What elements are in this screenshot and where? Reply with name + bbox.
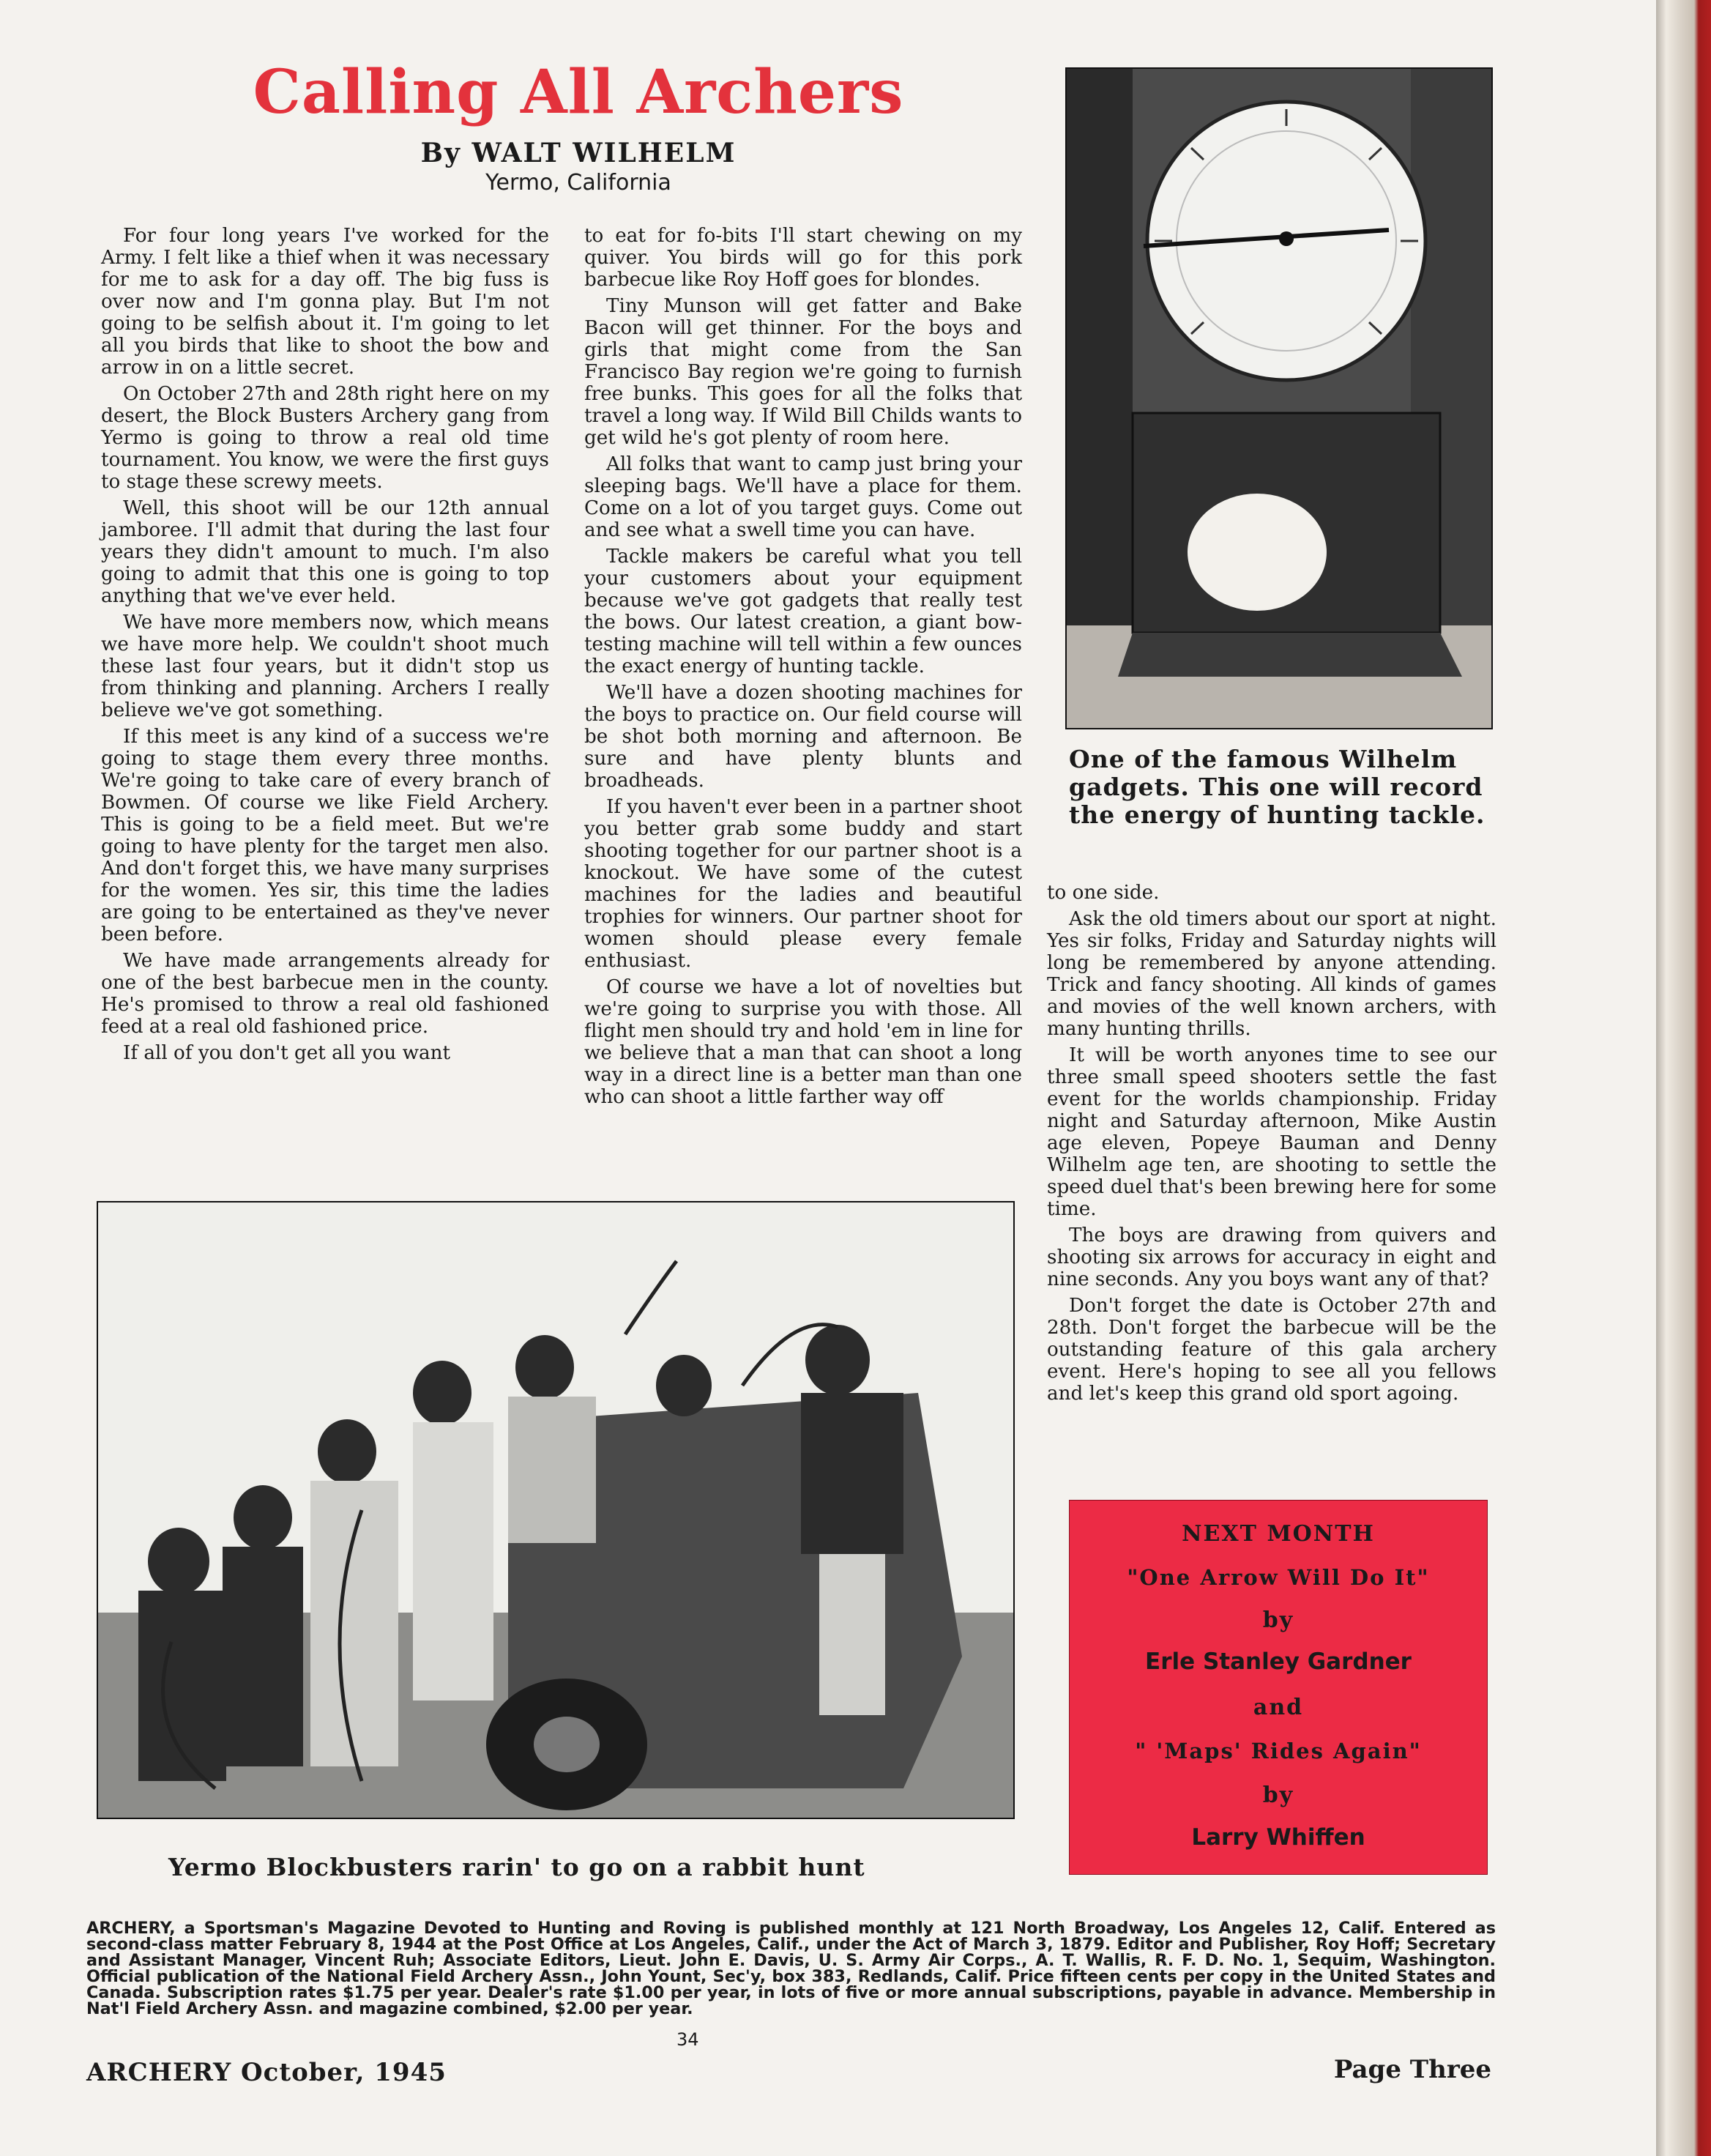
next-month-by-2: by (1262, 1783, 1294, 1808)
paragraph: If all of you don't get all you want (123, 1042, 450, 1064)
bow-testing-machine-photo (1065, 67, 1493, 729)
next-month-heading: NEXT MONTH (1182, 1521, 1375, 1547)
paragraph: On October 27th and 28th right here on my desert, the Block Busters Archery gang from Yermo is going to throw a real old time tournament. You know, we were the first guys to stage these screwy meets. (101, 383, 549, 493)
next-month-author-1: Erle Stanley Gardner (1145, 1648, 1412, 1675)
paragraph: Tackle makers be careful what you tell your customers about your equipment because we've got gadgets that really test the bows. Our latest creation, a giant bow-testing machine will tell within a few ounces the exact energy of hunting tackle. (584, 546, 1022, 677)
article-byline: By WALT WILHELM (420, 138, 737, 168)
next-month-author-2: Larry Whiffen (1191, 1824, 1365, 1851)
rabbit-hunt-group-photo (97, 1201, 1015, 1819)
paragraph: We have made arrangements already for one of the best barbecue men in the county. He's promised to throw a real old fashioned feed at a real old fashioned price. (101, 950, 549, 1038)
paragraph: Ask the old timers about our sport at night. Yes sir folks, Friday and Saturday nights will long be remembered by anyone attending. Trick and fancy shooting. All kinds of games and movies of the well known archers, with many hunting thrills. (1047, 908, 1496, 1040)
gadget-photo-caption: One of the famous Wilhelm gadgets. This one will record the energy of hunting tackle. (1069, 745, 1486, 829)
paragraph: Well, this shoot will be our 12th annual jamboree. I'll admit that during the last four years they didn't amount to much. I'm also going to admit that this one is going to top anything that we've ever held. (101, 497, 549, 607)
issue-footer: ARCHERY October, 1945 (86, 2058, 447, 2087)
text-column-2 (584, 225, 1022, 1112)
group-photo-caption: Yermo Blockbusters rarin' to go on a rabbit hunt (168, 1853, 865, 1881)
next-month-box (1069, 1500, 1488, 1875)
next-month-by-1: by (1262, 1607, 1294, 1633)
next-month-story-1: "One Arrow Will Do It" (1127, 1565, 1430, 1590)
paragraph: We have more members now, which means we have more help. We couldn't shoot much these last four years, but it didn't stop us from thinking and planning. Archers I really believe we've got something. (101, 612, 549, 721)
paragraph: We'll have a dozen shooting machines for the boys to practice on. Our field course will be shot both morning and afternoon. Be sure and have plenty blunts and broadheads. (584, 682, 1022, 792)
paragraph: All folks that want to camp just bring your sleeping bags. We'll have a place for them. Come on a lot of you target guys. Come out and see what a swell time you can have. (584, 453, 1022, 541)
next-month-story-2: " 'Maps' Rides Again" (1135, 1739, 1422, 1763)
paragraph: Of course we have a lot of novelties but we're going to surprise you with those. All flight men should try and hold 'em in line for we believe that a man that can shoot a long way in a direct line is a better man than one who can shoot a little farther way off (584, 976, 1022, 1108)
paragraph: The boys are drawing from quivers and shooting six arrows for accuracy in eight and nine seconds. Any you boys want any of that? (1047, 1224, 1496, 1290)
next-month-and: and (1253, 1695, 1304, 1720)
text-column-3 (1047, 882, 1496, 1409)
paragraph: For four long years I've worked for the Army. I felt like a thief when it was necessary for me to ask for a day off. The big fuss is over now and I'm gonna play. But I'm not going to be selfish about it. I'm going to let all you birds that like to shoot the bow and arrow in on a little secret. (101, 225, 549, 379)
article-title: Calling All Archers (253, 57, 904, 127)
paragraph: Tiny Munson will get fatter and Bake Bacon will get thinner. For the boys and girls that might come from the San Francisco Bay region we're going to furnish free bunks. This goes for all the folks that travel a long way. If Wild Bill Childs wants to get wild he's got plenty of room here. (584, 295, 1022, 449)
page-number: Page Three (1333, 2055, 1491, 2084)
gadget-illustration (1067, 69, 1491, 728)
union-label-mark: 34 (676, 2029, 699, 2050)
paragraph: If this meet is any kind of a success we're going to stage them every three months. We're going to take care of every branch of Bowmen. Of course we like Field Archery. This is going to be a field meet. But we're going to have plenty for the target men also. And don't forget this, we have many surprises for the women. Yes sir, this time the ladies are going to be entertained as they've never been before. (101, 726, 549, 945)
paragraph: to one side. (1047, 882, 1160, 904)
article-location: Yermo, California (485, 170, 671, 196)
binding-spine (1656, 0, 1711, 2156)
paragraph: Don't forget the date is October 27th and 28th. Don't forget the barbecue will be the outstanding feature of this gala archery event. Here's hoping to see all you fellows and let's keep this grand old sport agoing. (1047, 1295, 1496, 1405)
paragraph: It will be worth anyones time to see our three small speed shooters settle the fast event for the worlds championship. Friday night and Saturday afternoon, Mike Austin age eleven, Popeye Bauman and Denny Wilhelm age ten, are shooting to settle the speed duel that's been brewing here for some time. (1047, 1044, 1496, 1220)
masthead-text: ARCHERY, a Sportsman's Magazine Devoted to Hunting and Roving is published monthly at 121 North Broadway, Los Angeles 12, Calif. Entered as second-class matter February 8, 1944 at the Post Office at Los Angeles, Calif., under the Act of March 3, 1879. Editor and Publisher, Roy Hoff; Secretary and Assistant Manager, Vincent Ruh; Associate Editors, Lieut. John E. Davis, U. S. Army Air Corps., A. T. Wallis, R. F. D. No. 1, Sequim, Washington. Official publication of the National Field Archery Assn., John Yount, Sec'y, box 383, Redlands, Calif. Price fifteen cents per copy in the United States and Canada. Subscription rates $1.75 per year. Dealer's rate $1.00 per year, in lots of five or more annual subscriptions, payable in advance. Membership in Nat'l Field Archery Assn. and magazine combined, $2.00 per year. (86, 1919, 1496, 2018)
paragraph: If you haven't ever been in a partner shoot you better grab some buddy and start shooting together for our partner shoot is a knockout. We have some of the cutest machines for the ladies and beautiful trophies for winners. Our partner shoot for women should please every female enthusiast. (584, 796, 1022, 972)
text-column-1 (101, 225, 549, 1068)
paragraph: to eat for fo-bits I'll start chewing on my quiver. You birds will go for this pork barbecue like Roy Hoff goes for blondes. (584, 225, 1022, 291)
group-photo-illustration (98, 1202, 1013, 1818)
